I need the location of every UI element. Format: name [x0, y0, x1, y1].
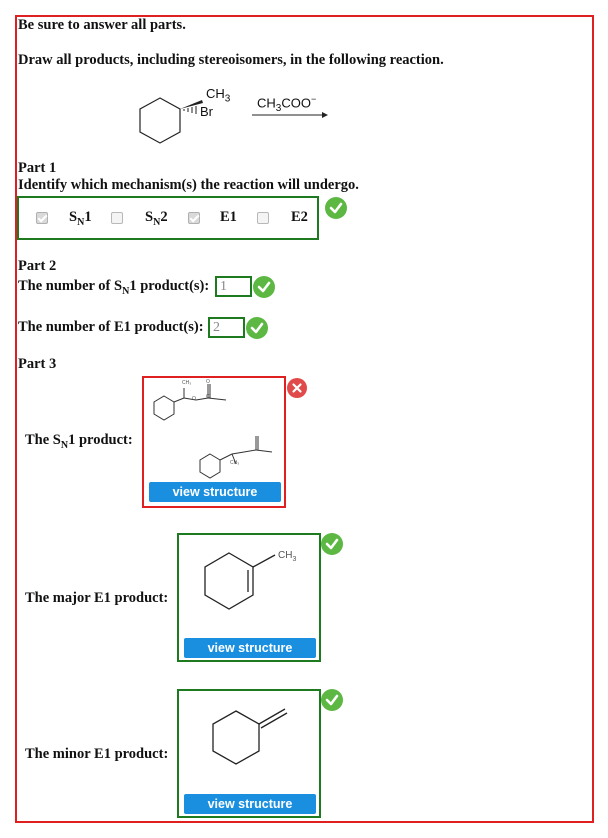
reagent-label: $CH_3COO^-$ — [257, 94, 317, 114]
part1-correct-icon — [325, 197, 347, 219]
checkbox-sn1[interactable] — [36, 212, 48, 224]
checkbox-e1[interactable] — [188, 212, 200, 224]
sn1-product-incorrect-icon — [287, 378, 307, 398]
part1-title: Part 1 — [18, 160, 57, 176]
instructions-text: Be sure to answer all parts. — [18, 17, 186, 33]
sn1-struct-ch3-top: CH₃ — [182, 380, 192, 386]
minor-view-structure-button[interactable]: view structure — [184, 794, 316, 814]
option-sn1-label: $S_N1$ — [69, 209, 92, 228]
major-e1-methyl-label: $CH_3$ — [278, 550, 297, 563]
minor-e1-correct-icon — [321, 689, 343, 711]
mechanism-options-box — [17, 196, 319, 240]
reactant-methyl-label: $CH_3$ — [206, 86, 231, 105]
e1-count-label: The number of E1 product(s): — [18, 319, 204, 335]
e1-count-correct-icon — [246, 317, 268, 339]
major-e1-correct-icon — [321, 533, 343, 555]
sn1-product-label: The $S_N1$ product: — [25, 432, 133, 451]
methylenecyclohexane-structure — [179, 691, 319, 791]
sn1-product-structure — [144, 378, 284, 482]
option-sn2-label: $S_N2$ — [145, 209, 168, 228]
sn1-struct-o: O — [192, 396, 196, 402]
reaction-scheme — [130, 82, 350, 144]
sn1-struct-ch3-side: CH₃ — [230, 460, 240, 466]
sn1-count-input[interactable]: 1 — [215, 276, 252, 297]
sn1-count-correct-icon — [253, 276, 275, 298]
major-e1-product-label: The major E1 product: — [25, 590, 169, 606]
major-e1-answer-box[interactable] — [177, 533, 321, 662]
sn1-struct-c: C — [206, 394, 210, 400]
e1-count-input[interactable]: 2 — [208, 317, 245, 338]
part2-title: Part 2 — [18, 258, 57, 274]
sn1-view-structure-button[interactable]: view structure — [149, 482, 281, 502]
part3-title: Part 3 — [18, 356, 57, 372]
option-e2-label: E2 — [291, 209, 308, 225]
sn1-product-answer-box[interactable] — [142, 376, 286, 508]
checkbox-e2[interactable] — [257, 212, 269, 224]
methylcyclohexene-structure — [179, 535, 319, 635]
checkbox-sn2[interactable] — [111, 212, 123, 224]
minor-e1-answer-box[interactable] — [177, 689, 321, 818]
reactant-bromine-label: Br — [200, 104, 213, 119]
option-e1-label: E1 — [220, 209, 237, 225]
sn1-count-label: The number of $S_N1$ product(s): — [18, 278, 210, 297]
reaction-arrow — [250, 110, 330, 120]
sn1-struct-o2: O — [206, 379, 210, 385]
question-text: Draw all products, including stereoisomers, in the following reaction. — [18, 52, 444, 68]
minor-e1-product-label: The minor E1 product: — [25, 746, 169, 762]
part1-prompt: Identify which mechanism(s) the reaction will undergo. — [18, 177, 359, 193]
major-view-structure-button[interactable]: view structure — [184, 638, 316, 658]
